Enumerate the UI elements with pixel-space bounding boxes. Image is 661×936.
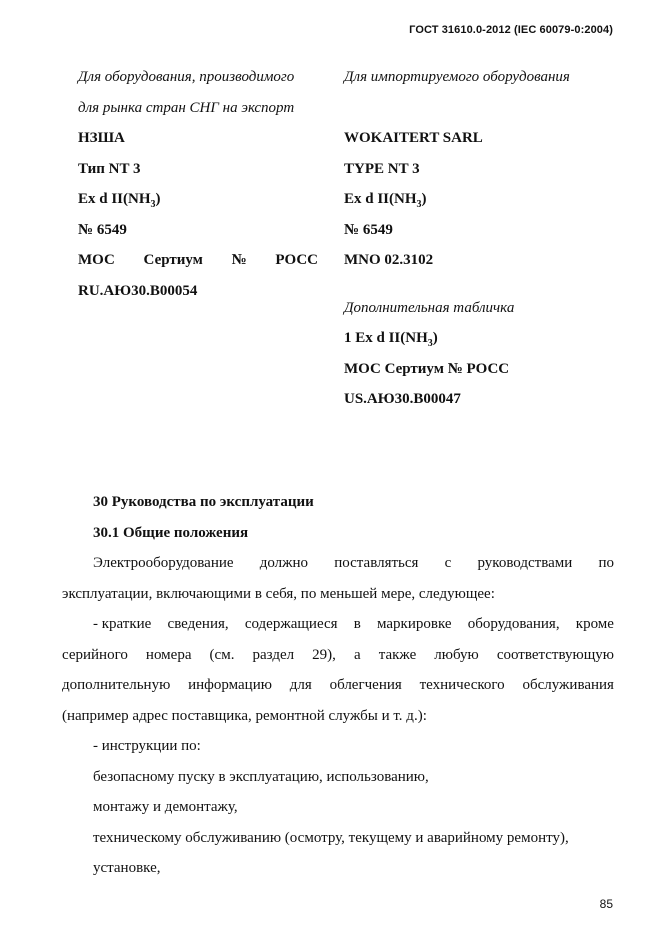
- left-cert-word-1: МОС: [78, 252, 115, 268]
- word: оборудования,: [467, 616, 560, 632]
- right-caption-spacer: [344, 93, 624, 124]
- word: 29),: [312, 646, 336, 663]
- right-ex-subscript: 3: [416, 199, 422, 210]
- right-manufacturer: WOKAITERT SARL: [344, 130, 483, 146]
- left-cert-word-3: №: [231, 252, 247, 268]
- word: должно: [259, 555, 309, 571]
- right-ex-text: Ex d II(NH: [344, 191, 417, 207]
- right-type: TYPE NT 3: [344, 160, 420, 177]
- left-caption-line-2: для рынка стран СНГ на экспорт: [78, 99, 295, 116]
- right-caption: Для импортируемого оборудования: [344, 69, 570, 85]
- left-cert-line-2: RU.АЮ30.В00054: [78, 282, 198, 299]
- word: раздел: [252, 646, 295, 663]
- right-extra-ex-marking: [344, 323, 624, 354]
- left-column: [78, 62, 318, 306]
- paragraph-5: монтажу и демонтажу,: [93, 799, 238, 815]
- right-extra-ex-close: ): [432, 330, 438, 346]
- right-column: [344, 62, 624, 415]
- section-30: [62, 487, 614, 884]
- word: руководствами: [477, 555, 573, 571]
- left-ex-subscript: 3: [150, 199, 156, 210]
- word: обслуживания: [522, 677, 614, 693]
- left-type: Тип NT 3: [78, 160, 141, 177]
- left-cert-word-2: Сертиум: [143, 252, 203, 268]
- word: дополнительную: [62, 677, 171, 693]
- word: содержащиеся: [244, 616, 338, 632]
- paragraph-6: техническому обслуживанию (осмотру, текущему и аварийному ремонту),: [93, 829, 569, 846]
- right-extra-ex-subscript: 3: [427, 338, 433, 349]
- paragraph-2-line-3: [62, 670, 614, 701]
- paragraph-2-line-2: [62, 640, 614, 671]
- word: в: [353, 616, 361, 632]
- left-caption-line-1: Для оборудования, производимого: [78, 69, 295, 85]
- left-manufacturer: НЗША: [78, 130, 125, 146]
- section-heading: 30 Руководства по эксплуатации: [93, 494, 314, 510]
- page-number: 85: [599, 897, 613, 911]
- right-number: № 6549: [344, 221, 393, 238]
- word: поставляться: [334, 555, 419, 571]
- paragraph-1-line-1: [62, 548, 614, 579]
- right-ex-marking: [344, 184, 624, 215]
- word: серийного: [62, 646, 128, 663]
- word: сведения,: [167, 616, 229, 632]
- word: облегчения: [329, 677, 402, 693]
- left-ex-marking: [78, 184, 318, 215]
- paragraph-4: безопасному пуску в эксплуатацию, использованию,: [93, 768, 429, 785]
- paragraph-2-line-4: (например адрес поставщика, ремонтной службы и т. д.):: [62, 707, 427, 724]
- word: технического: [419, 677, 505, 693]
- word: для: [289, 677, 312, 693]
- word: кроме: [575, 616, 614, 632]
- right-code: MNO 02.3102: [344, 252, 434, 268]
- word: также: [378, 646, 417, 663]
- word: номера: [145, 646, 192, 663]
- word: а: [353, 646, 361, 663]
- left-cert-line-1: [78, 245, 318, 276]
- word: маркировке: [377, 616, 452, 632]
- paragraph-1-line-2: эксплуатации, включающими в себя, по меньшей мере, следующее:: [62, 585, 495, 602]
- left-ex-close: ): [155, 191, 161, 207]
- word: Электрооборудование: [93, 555, 234, 571]
- paragraph-3: - инструкции по:: [93, 738, 201, 754]
- right-extra-cert-line-2: US.АЮ30.В00047: [344, 391, 461, 407]
- left-ex-text: Ex d II(NH: [78, 191, 151, 207]
- right-extra-caption: Дополнительная табличка: [344, 299, 515, 316]
- word: любую: [434, 646, 479, 663]
- word: соответствующую: [496, 646, 614, 663]
- word: информацию: [188, 677, 272, 693]
- document-header: ГОСТ 31610.0-2012 (IEC 60079-0:2004): [409, 24, 613, 36]
- word: по: [598, 555, 614, 571]
- right-extra-cert-line-1: МОС Сертиум № РОСС: [344, 360, 510, 377]
- section-subheading: 30.1 Общие положения: [93, 524, 249, 541]
- right-spacer: [344, 276, 624, 293]
- left-cert-word-4: РОСС: [275, 252, 318, 268]
- word: (см.: [209, 646, 235, 663]
- word: с: [444, 555, 452, 571]
- paragraph-2-line-1: [62, 609, 614, 640]
- right-extra-ex-text: 1 Ex d II(NH: [344, 330, 428, 346]
- right-ex-close: ): [421, 191, 427, 207]
- left-number: № 6549: [78, 221, 127, 238]
- paragraph-7: установке,: [93, 860, 161, 876]
- word: - краткие: [93, 616, 152, 632]
